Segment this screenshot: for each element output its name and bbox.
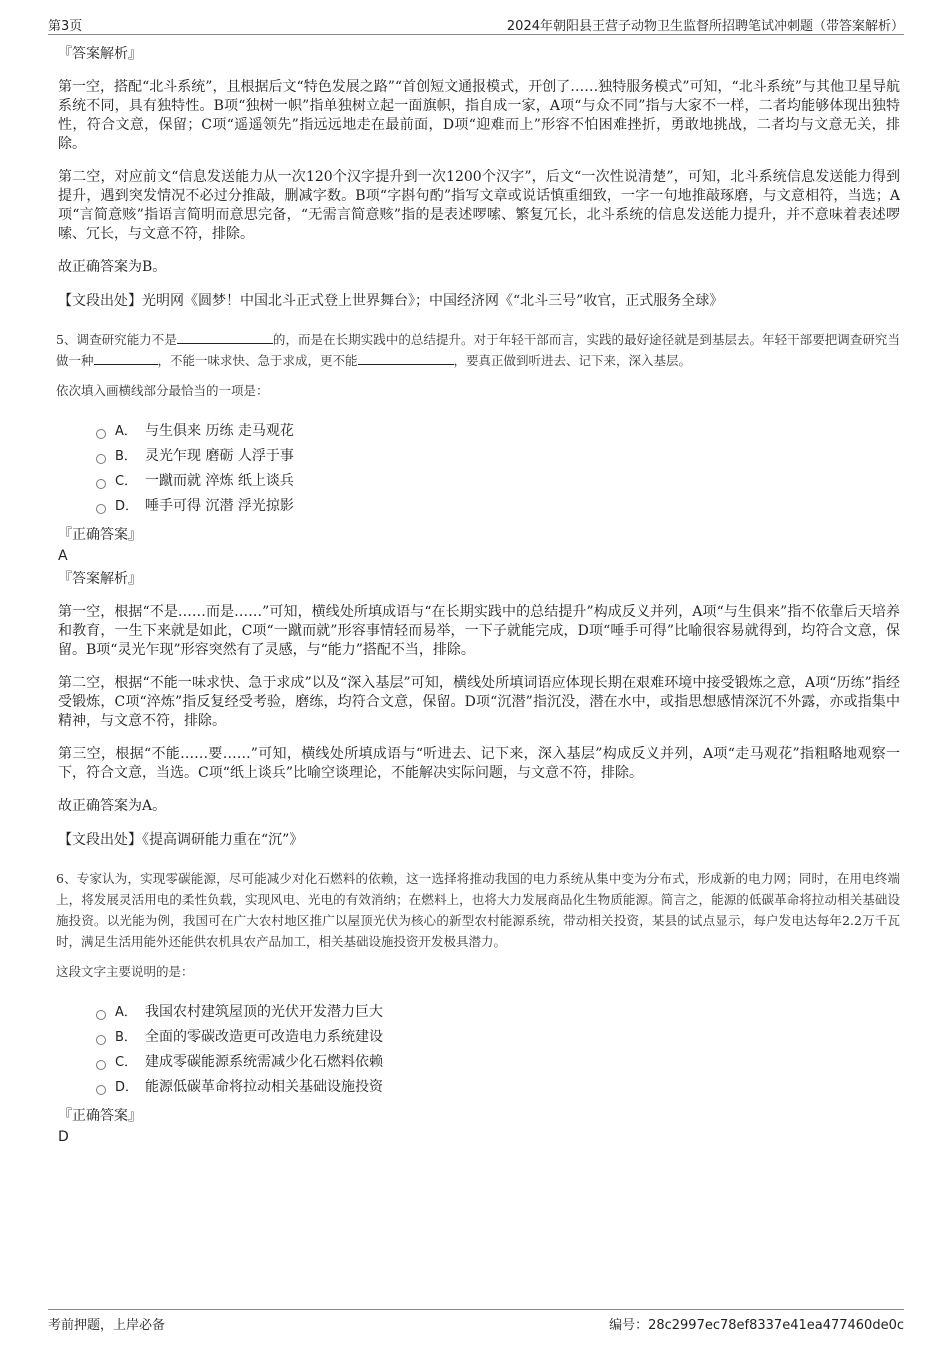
option-b[interactable] [96, 444, 900, 469]
option-a[interactable] [96, 1000, 900, 1025]
analysis-paragraph: 第三空，根据“不能……要……”可知，横线处所填成语与“听进去、记下来，深入基层”构成反义并列，A项“走马观花”指粗略地观察一下，符合文意，当选。C项“纸上谈兵”比喻空谈理论，不能解决实际问题，与文意不符，排除。 [58, 746, 900, 781]
correct-answer-value: D [58, 1129, 69, 1145]
option-letter: A． [115, 424, 137, 439]
option-b[interactable] [96, 1025, 900, 1050]
option-text: 唾手可得 沉潜 浮光掠影 [145, 498, 294, 514]
option-letter: D． [115, 1080, 139, 1095]
question-5-options [96, 419, 900, 519]
radio-icon[interactable] [96, 454, 106, 464]
footer-note: 考前押题，上岸必备 [48, 1318, 166, 1333]
correct-answer-heading: 『正确答案』 [58, 527, 142, 543]
analysis-conclusion: 故正确答案为B。 [58, 259, 167, 275]
option-letter: D． [115, 499, 139, 514]
page-content [56, 44, 900, 1150]
analysis-heading: 『答案解析』 [58, 571, 142, 587]
radio-icon[interactable] [96, 1085, 106, 1095]
question-6-options [96, 1000, 900, 1100]
option-text: 一蹴而就 淬炼 纸上谈兵 [145, 473, 294, 489]
fill-blank-2 [94, 352, 158, 365]
question-text-part: 5、调查研究能力不是 [56, 332, 177, 347]
analysis-paragraph: 第二空，对应前文“信息发送能力从一次120个汉字提升到一次1200个汉字”，后文“一次性说清楚”，可知，北斗系统信息发送能力得到提升，遇到突发情况不必过分推敲，删减字数。B项“字斟句酌”指写文章或说话慎重细致，一字一句地推敲琢磨，与文意相符，当选；A项“言简意赅”指语言简明而意思完备，“无需言简意赅”指的是表述啰嗦、繁复冗长，北斗系统的信息发送能力提升，并不意味着表述啰嗦、冗长，与文意不符，排除。 [58, 169, 900, 242]
correct-answer-value: A [58, 548, 68, 564]
radio-icon[interactable] [96, 504, 106, 514]
question-text-part: ，不能一味求快、急于求成，更不能 [157, 353, 358, 368]
page-footer [48, 1309, 904, 1334]
fill-blank-3 [358, 352, 454, 365]
radio-icon[interactable] [96, 1060, 106, 1070]
radio-icon[interactable] [96, 1010, 106, 1020]
document-code: 编号：28c2997ec78ef8337e41ea477460de0c [609, 1318, 904, 1333]
option-letter: C． [115, 1055, 138, 1070]
source-note: 【文段出处】《提高调研能力重在“沉”》 [58, 832, 304, 848]
page-header [48, 12, 904, 35]
question-text-part: 的，而是在长期实践中的总结提升。对于年轻干部而言，实践的最好途径就是到基层去。年轻干部要把调查研究当做一种 [56, 332, 900, 368]
document-title: 2024年朝阳县王营子动物卫生监督所招聘笔试冲刺题（带答案解析） [506, 19, 904, 34]
page-number: 第3页 [48, 19, 83, 34]
option-d[interactable] [96, 1075, 900, 1100]
correct-answer-heading: 『正确答案』 [58, 1108, 142, 1124]
option-d[interactable] [96, 494, 900, 519]
option-c[interactable] [96, 469, 900, 494]
option-text: 灵光乍现 磨砺 人浮于事 [145, 448, 294, 464]
radio-icon[interactable] [96, 1035, 106, 1045]
option-letter: C． [115, 474, 138, 489]
option-a[interactable] [96, 419, 900, 444]
question-text-part: ，要真正做到听进去、记下来，深入基层。 [453, 353, 692, 368]
source-note: 【文段出处】光明网《圆梦！中国北斗正式登上世界舞台》；中国经济网《“北斗三号”收官，正式服务全球》 [58, 293, 724, 309]
option-text: 与生俱来 历练 走马观花 [145, 423, 294, 439]
radio-icon[interactable] [96, 429, 106, 439]
option-text: 能源低碳革命将拉动相关基础设施投资 [145, 1079, 383, 1095]
option-letter: A． [115, 1005, 137, 1020]
option-c[interactable] [96, 1050, 900, 1075]
analysis-conclusion: 故正确答案为A。 [58, 798, 167, 814]
question-5-text [56, 329, 900, 371]
analysis-paragraph: 第二空，根据“不能一味求快、急于求成”以及“深入基层”可知，横线处所填词语应体现长期在艰难环境中接受锻炼之意，A项“历练”指经受锻炼，C项“淬炼”指反复经受考验，磨练，均符合文意，保留。D项“沉潜”指沉没，潜在水中，或指思想感情深沉不外露，亦或指集中精神，与文意不符，排除。 [58, 675, 900, 729]
option-text: 建成零碳能源系统需减少化石燃料依赖 [145, 1054, 383, 1070]
question-6-prompt: 这段文字主要说明的是： [56, 964, 194, 979]
option-text: 我国农村建筑屋顶的光伏开发潜力巨大 [145, 1004, 383, 1020]
analysis-heading: 『答案解析』 [58, 46, 142, 62]
fill-blank-1 [177, 331, 273, 344]
radio-icon[interactable] [96, 479, 106, 489]
analysis-paragraph: 第一空，根据“不是……而是……”可知，横线处所填成语与“在长期实践中的总结提升”构成反义并列，A项“与生俱来”指不依靠后天培养和教育，一生下来就是如此，C项“一蹴而就”形容事情轻而易举，一下子就能完成，D项“唾手可得”比喻很容易就得到，均符合文意，保留。B项“灵光乍现”形容突然有了灵感，与“能力”搭配不当，排除。 [58, 604, 900, 658]
analysis-paragraph: 第一空，搭配“北斗系统”，且根据后文“特色发展之路”“首创短文通报模式，开创了……独特服务模式”可知，“北斗系统”与其他卫星导航系统不同，具有独特性。B项“独树一帜”指单独树立起一面旗帜，指自成一家，A项“与众不同”指与大家不一样，二者均能够体现出独特性，符合文意，保留；C项“遥遥领先”指远远地走在最前面，D项“迎难而上”形容不怕困难挫折，勇敢地挑战，二者均与文意无关，排除。 [58, 79, 900, 152]
question-6-text: 6、专家认为，实现零碳能源，尽可能减少对化石燃料的依赖，这一选择将推动我国的电力系统从集中变为分布式，形成新的电力网；同时，在用电终端上，将发展灵活用电的柔性负载，实现风电、光电的有效消纳；在燃料上，也将大力发展商品化生物质能源。简言之，能源的低碳革命将拉动相关基础设施投资。以光能为例，我国可在广大农村地区推广以屋顶光伏为核心的新型农村能源系统，带动相关投资，某县的试点显示，每户发电达每年2.2万千瓦时，满足生活用能外还能供农机具农产品加工，相关基础设施投资开发极具潜力。 [56, 871, 900, 949]
option-text: 全面的零碳改造更可改造电力系统建设 [145, 1029, 383, 1045]
option-letter: B． [115, 1030, 137, 1045]
question-5-prompt: 依次填入画横线部分最恰当的一项是： [56, 383, 269, 398]
option-letter: B． [115, 449, 137, 464]
